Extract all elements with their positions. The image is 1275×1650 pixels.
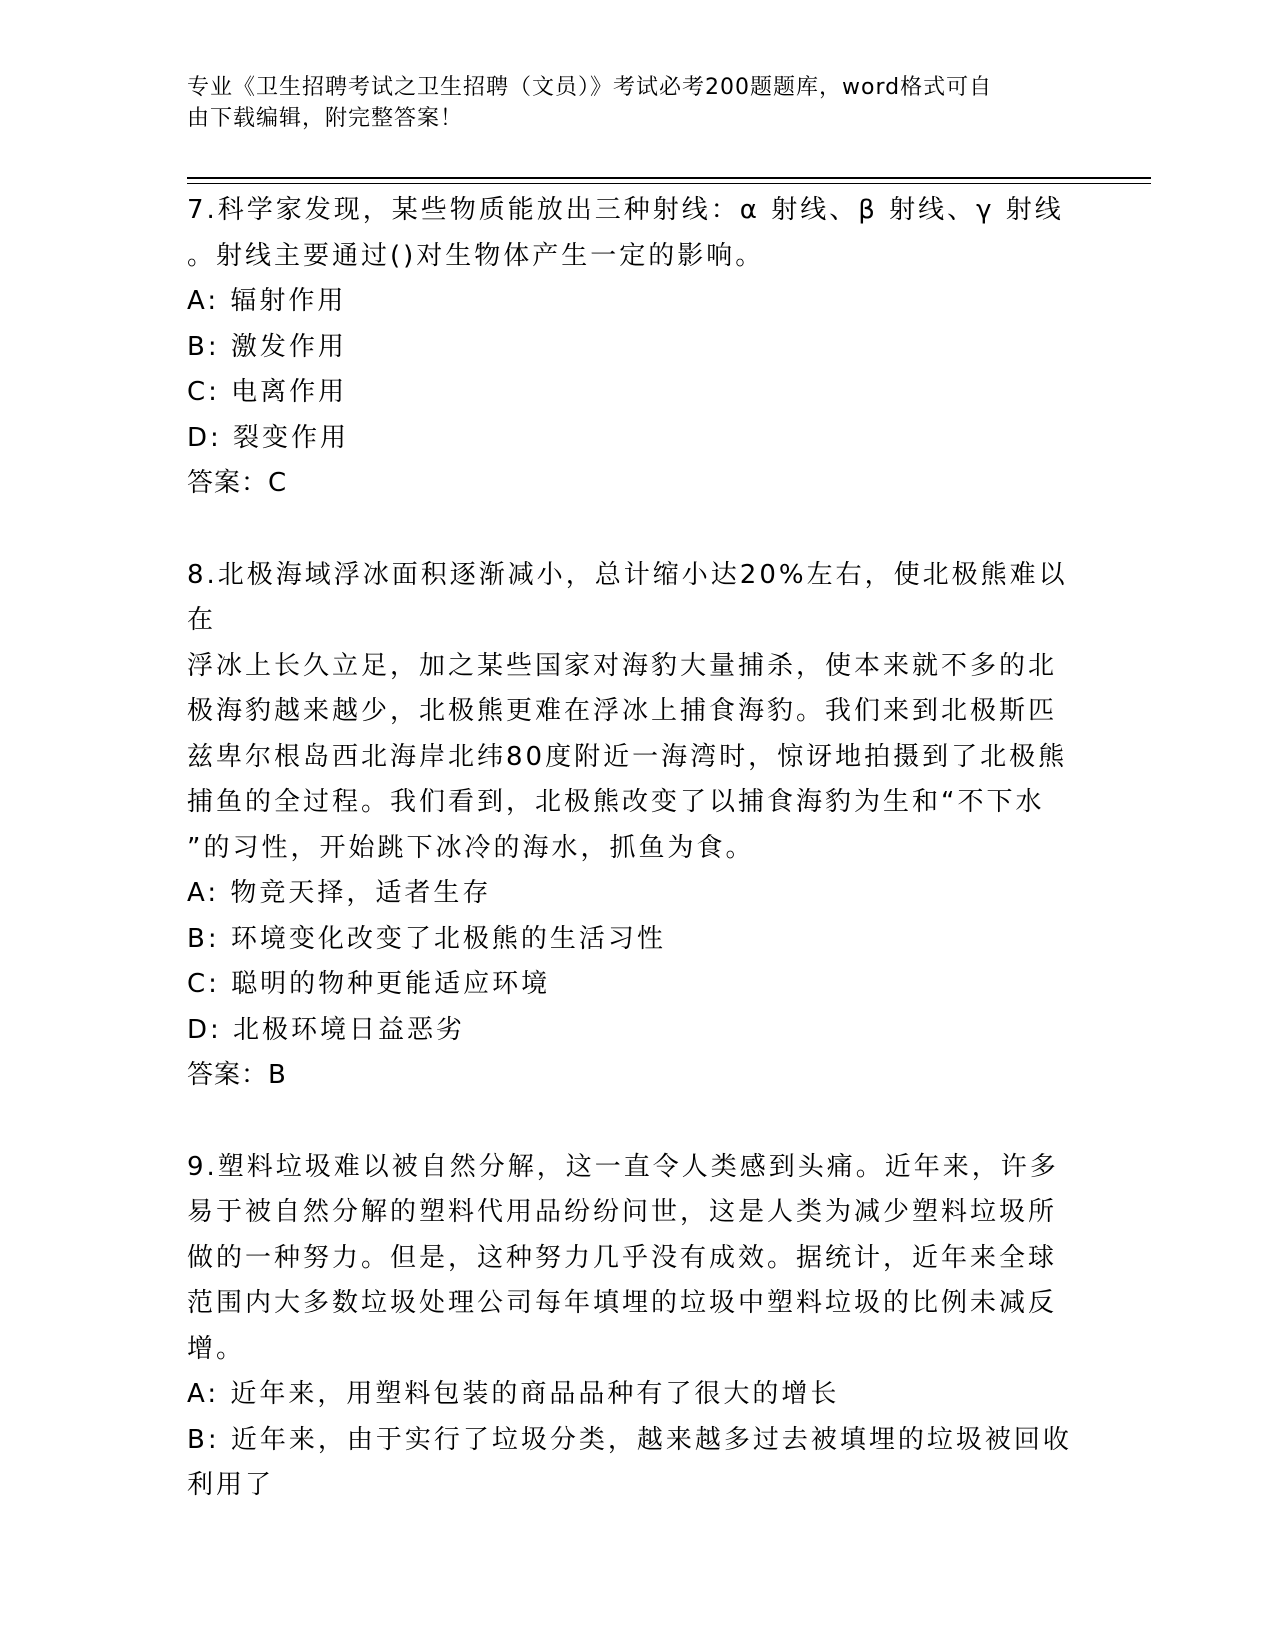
option-a: A: 物竞天择，适者生存 [187, 878, 492, 908]
header-line-2: 由下载编辑，附完整答案！ [187, 106, 464, 131]
option-b: B: 环境变化改变了北极熊的生活习性 [187, 923, 666, 954]
option-a: A: 近年来，用塑料包装的商品品种有了很大的增长 [187, 1379, 840, 1409]
question-7 [187, 188, 1087, 507]
option-b: B: 激发作用 [187, 331, 347, 362]
document-header [187, 72, 1067, 134]
question-stem-line: 增。 [187, 1333, 246, 1364]
question-spacer [187, 507, 1087, 553]
header-rule-thin [187, 183, 1151, 184]
question-stem-line: 。射线主要通过()对生物体产生一定的影响。 [187, 240, 765, 271]
question-stem-line: 易于被自然分解的塑料代用品纷纷问世，这是人类为减少塑料垃圾所 [187, 1197, 1058, 1227]
question-9 [187, 1145, 1087, 1509]
question-stem-line: 8.北极海域浮冰面积逐渐减小，总计缩小达20%左右，使北极熊难以在 [187, 559, 1068, 635]
question-stem-line: 浮冰上长久立足，加之某些国家对海豹大量捕杀，使本来就不多的北 [187, 650, 1058, 681]
question-stem-line: ”的习性，开始跳下冰冷的海水，抓鱼为食。 [187, 832, 755, 863]
option-b: B: 近年来，由于实行了垃圾分类，越来越多过去被填埋的垃圾被回收 [187, 1424, 1072, 1455]
question-stem-line: 极海豹越来越少，北极熊更难在浮冰上捕食海豹。我们来到北极斯匹 [187, 696, 1058, 726]
question-8 [187, 553, 1087, 1099]
question-list [187, 188, 1087, 1509]
option-d: D: 裂变作用 [187, 422, 350, 453]
answer-line: 答案：B [187, 1060, 287, 1090]
option-c: C: 电离作用 [187, 377, 348, 407]
option-d: D: 北极环境日益恶劣 [187, 1014, 466, 1045]
question-stem-line: 范围内大多数垃圾处理公司每年填埋的垃圾中塑料垃圾的比例未减反 [187, 1288, 1058, 1318]
question-stem-line: 9.塑料垃圾难以被自然分解，这一直令人类感到头痛。近年来，许多 [187, 1151, 1059, 1182]
option-c: C: 聪明的物种更能适应环境 [187, 969, 551, 999]
question-stem-line: 捕鱼的全过程。我们看到，北极熊改变了以捕食海豹为生和“不下水 [187, 787, 1045, 817]
header-line-1: 专业《卫生招聘考试之卫生招聘（文员）》考试必考200题题库，word格式可自 [187, 75, 993, 100]
header-rule-thick [187, 177, 1151, 179]
option-b-continued: 利用了 [187, 1470, 275, 1500]
answer-line: 答案：C [187, 468, 288, 498]
question-stem-line: 兹卑尔根岛西北海岸北纬80度附近一海湾时，惊讶地拍摄到了北极熊 [187, 741, 1068, 772]
question-stem-line: 7.科学家发现，某些物质能放出三种射线：α 射线、β 射线、γ 射线 [187, 195, 1064, 225]
question-stem-line: 做的一种努力。但是，这种努力几乎没有成效。据统计，近年来全球 [187, 1242, 1058, 1273]
option-a: A: 辐射作用 [187, 286, 347, 316]
question-spacer [187, 1099, 1087, 1145]
